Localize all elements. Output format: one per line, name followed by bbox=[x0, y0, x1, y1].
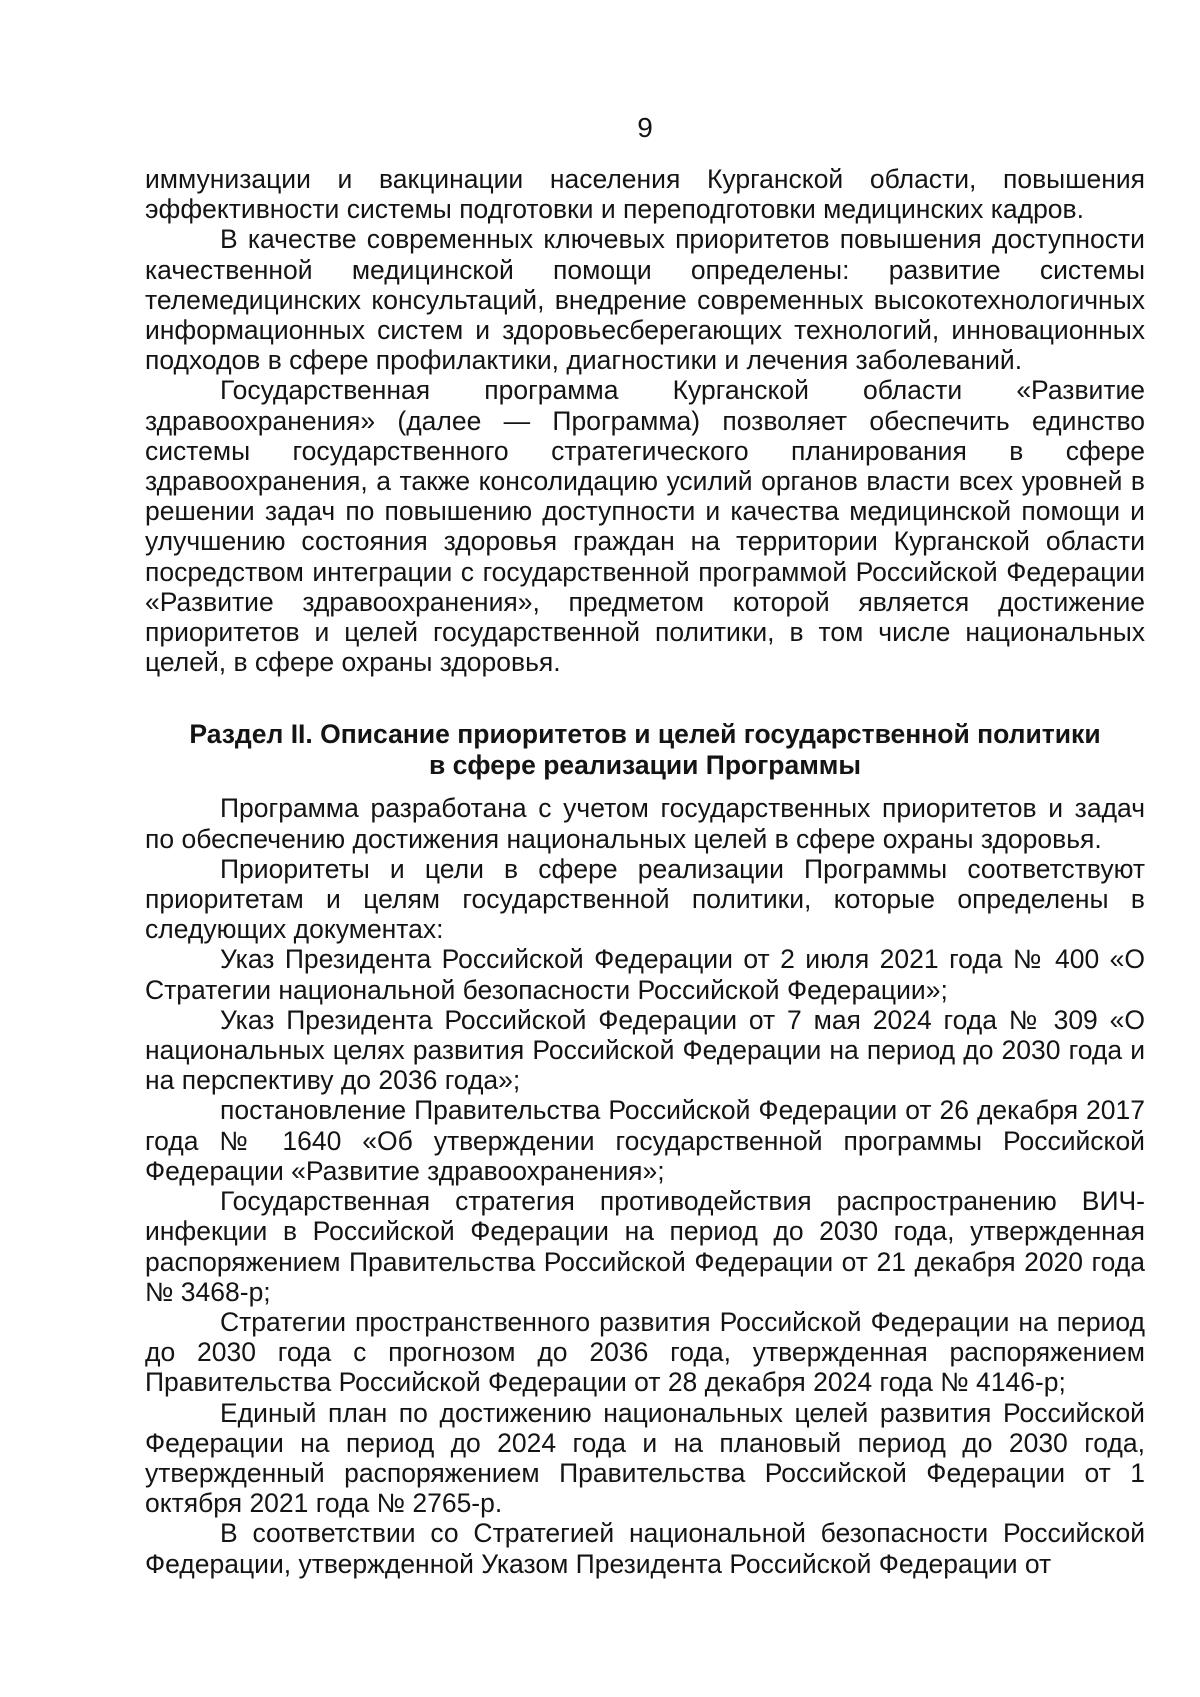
paragraph-priorities-documents: Приоритеты и цели в сфере реализации Программы соответствуют приоритетам и целям государственной политики, которые определены в следующих документах: bbox=[145, 853, 1145, 945]
document-list-item: Указ Президента Российской Федерации от 2 июля 2021 года № 400 «О Стратегии национальной безопасности Российской Федерации»; bbox=[145, 944, 1145, 1005]
document-list-item: Государственная стратегия противодействия распространению ВИЧ-инфекции в Российской Федерации на период до 2030 года, утвержденная распоряжением Правительства Российской Федерации от 21 декабря 2020 года № 3468-р; bbox=[145, 1186, 1145, 1307]
paragraph-priorities: В качестве современных ключевых приоритетов повышения доступности качественной медицинской помощи определены: развитие системы телемедицинских консультаций, внедрение современных высокотехнологичных информационных систем и здоровьесберегающих технологий, инновационных подходов в сфере профилактики, диагностики и лечения заболеваний. bbox=[145, 224, 1145, 376]
document-list-item: Указ Президента Российской Федерации от 7 мая 2024 года № 309 «О национальных целях развития Российской Федерации на период до 2030 года и на перспективу до 2036 года»; bbox=[145, 1004, 1145, 1096]
document-list-item: Стратегии пространственного развития Российской Федерации на период до 2030 года с прогнозом до 2036 года, утвержденная распоряжением Правительства Российской Федерации от 28 декабря 2024 года № 4146-р; bbox=[145, 1306, 1145, 1398]
page-number: 9 bbox=[637, 112, 653, 143]
document-list-item: постановление Правительства Российской Федерации от 26 декабря 2017 года № 1640 «Об утверждении государственной программы Российской Федерации «Развитие здравоохранения»; bbox=[145, 1095, 1145, 1186]
paragraph-continuation: иммунизации и вакцинации населения Курганской области, повышения эффективности системы подготовки и переподготовки медицинских кадров. bbox=[145, 164, 1145, 225]
section-heading bbox=[145, 719, 1145, 781]
paragraph-strategy-intro: В соответствии со Стратегией национальной безопасности Российской Федерации, утвержденной Указом Президента Российской Федерации от bbox=[145, 1518, 1145, 1579]
section-heading-line-2: в сфере реализации Программы bbox=[428, 750, 862, 781]
paragraph-program-description: Государственная программа Курганской области «Развитие здравоохранения» (далее — Программа) позволяет обеспечить единство системы государственного стратегического планирования в сфере здравоохранения, а также консолидацию усилий органов власти всех уровней в решении задач по повышению доступности и качества медицинской помощи и улучшению состояния здоровья граждан на территории Курганской области посредством интеграции с государственной программой Российской Федерации «Развитие здравоохранения», предметом которой является достижение приоритетов и целей государственной политики, в том числе национальных целей, в сфере охраны здоровья. bbox=[145, 375, 1145, 678]
document-list-item: Единый план по достижению национальных целей развития Российской Федерации на период до 2024 года и на плановый период до 2030 года, утвержденный распоряжением Правительства Российской Федерации от 1 октября 2021 года № 2765-р. bbox=[145, 1397, 1145, 1519]
paragraph-program-developed: Программа разработана с учетом государственных приоритетов и задач по обеспечению достижения национальных целей в сфере охраны здоровья. bbox=[145, 793, 1145, 854]
section-heading-line-1: Раздел II. Описание приоритетов и целей государственной политики bbox=[189, 719, 1101, 750]
document-page bbox=[145, 112, 1145, 1579]
